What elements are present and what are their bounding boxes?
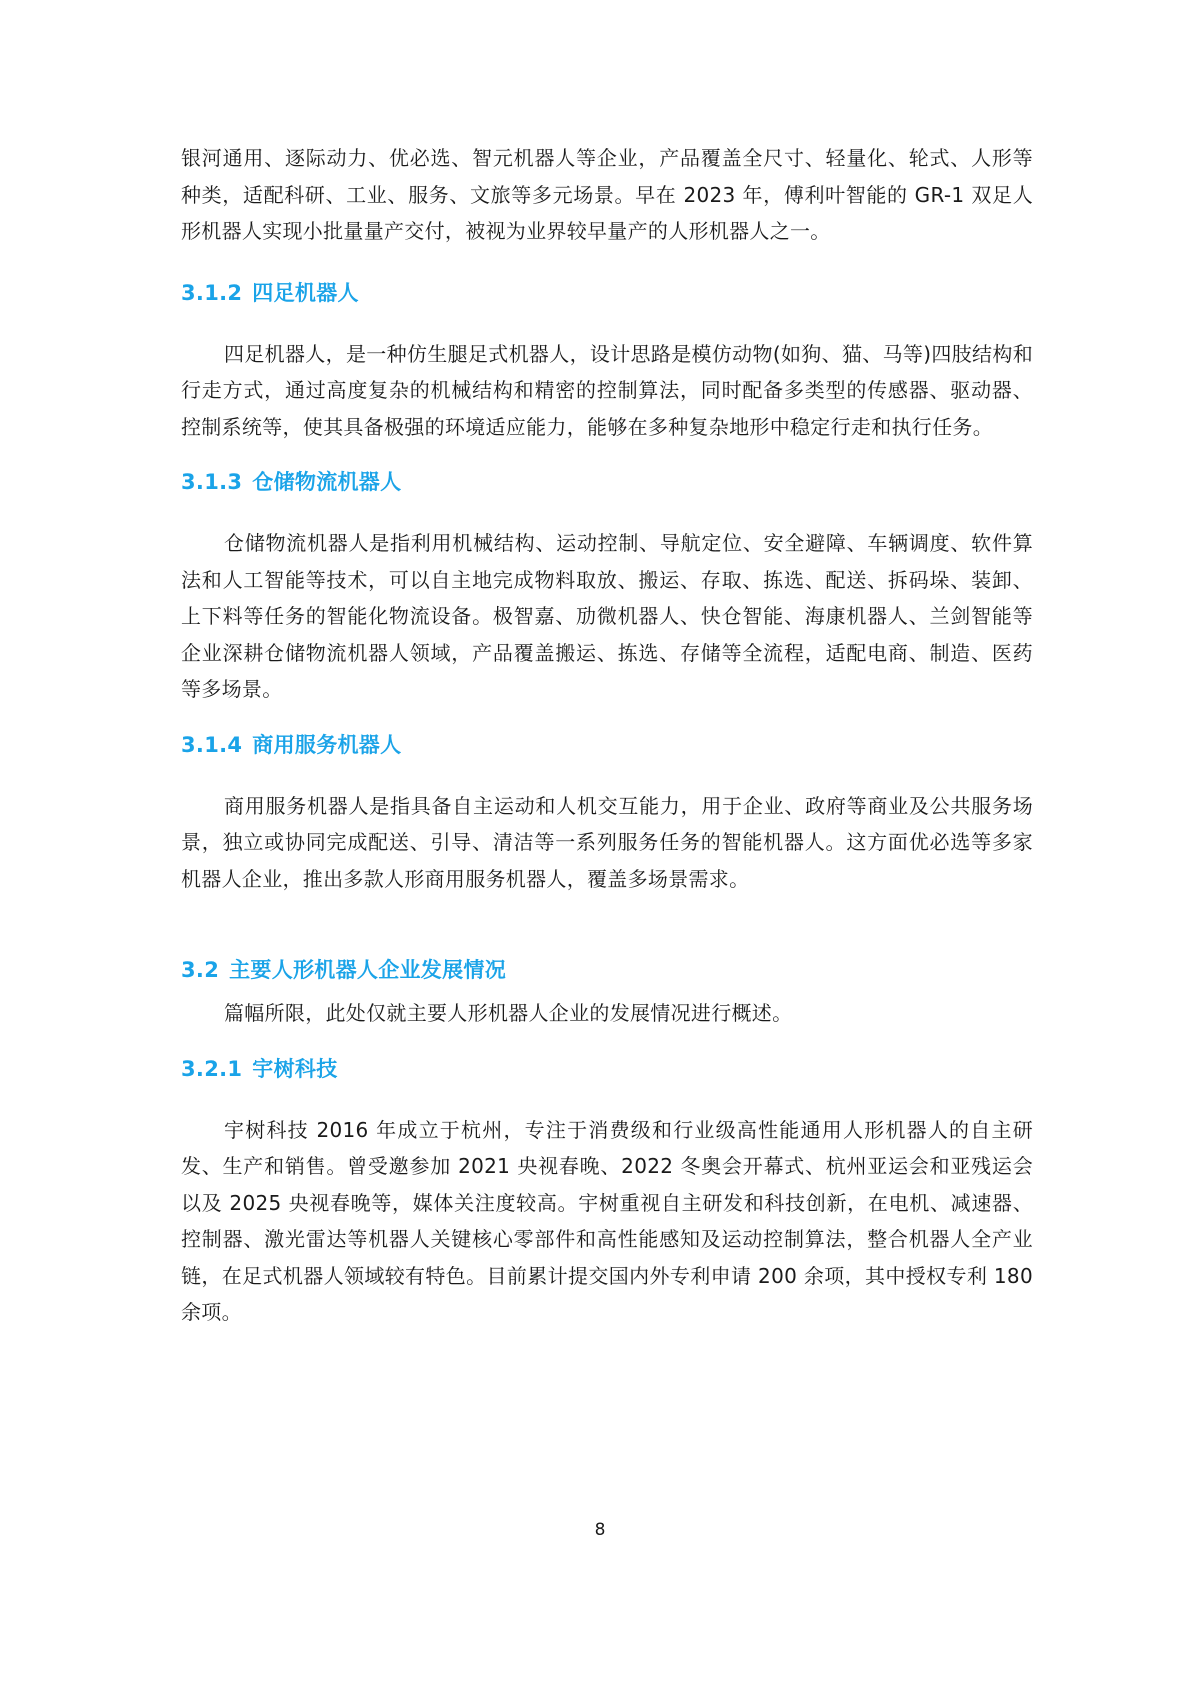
section-paragraph-3-1-4: 商用服务机器人是指具备自主运动和人机交互能力，用于企业、政府等商业及公共服务场景，独立或协同完成配送、引导、清洁等一系列服务任务的智能机器人。这方面优必选等多家机器人企业，推出多款人形商用服务机器人，覆盖多场景需求。 [181,793,1033,891]
section-number: 3.1.2 [181,280,243,305]
page-content [181,140,1033,1331]
continuation-paragraph: 银河通用、逐际动力、优必选、智元机器人等企业，产品覆盖全尺寸、轻量化、轮式、人形等种类，适配科研、工业、服务、文旅等多元场景。早在 2023 年，傅利叶智能的 GR-1 双足人形机器人实现小批量量产交付，被视为业界较早量产的人形机器人之一。 [181,146,1033,243]
section-number: 3.1.4 [181,732,243,757]
section-title: 主要人形机器人企业发展情况 [229,958,507,982]
section-title: 宇树科技 [252,1056,338,1081]
section-title: 商用服务机器人 [252,732,402,757]
section-title: 仓储物流机器人 [252,470,402,494]
section-number: 3.2.1 [181,1056,243,1081]
section-paragraph-3-2-1: 宇树科技 2016 年成立于杭州，专注于消费级和行业级高性能通用人形机器人的自主研发、生产和销售。曾受邀参加 2021 央视春晚、2022 冬奥会开幕式、杭州亚运会和亚残运会以及 2025 央视春晚等，媒体关注度较高。宇树重视自主研发和科技创新，在电机、减速器、控制器、激光雷达等机器人关键核心零部件和高性能感知及运动控制算法，整合机器人全产业链，在足式机器人领域较有特色。目前累计提交国内外专利申请 200 余项，其中授权专利 180 余项。 [181,1117,1033,1324]
page-number: 8 [594,1520,606,1540]
section-heading-3-1-4 [181,730,1033,760]
section-paragraph-3-1-2: 四足机器人，是一种仿生腿足式机器人，设计思路是模仿动物(如狗、猫、马等)四肢结构和行走方式，通过高度复杂的机械结构和精密的控制算法，同时配备多类型的传感器、驱动器、控制系统等，使其具备极强的环境适应能力，能够在多种复杂地形中稳定行走和执行任务。 [181,341,1033,439]
section-title: 四足机器人 [252,280,359,305]
section-heading-3-1-3 [181,467,1033,497]
section-heading-3-1-2 [181,278,1033,308]
section-heading-3-2-1 [181,1054,1033,1084]
section-number: 3.2 [181,958,220,982]
section-paragraph-3-1-3: 仓储物流机器人是指利用机械结构、运动控制、导航定位、安全避障、车辆调度、软件算法和人工智能等技术，可以自主地完成物料取放、搬运、存取、拣选、配送、拆码垛、装卸、上下料等任务的智能化物流设备。极智嘉、劢微机器人、快仓智能、海康机器人、兰剑智能等企业深耕仓储物流机器人领域，产品覆盖搬运、拣选、存储等全流程，适配电商、制造、医药等多场景。 [181,531,1033,701]
section-intro-3-2: 篇幅所限，此处仅就主要人形机器人企业的发展情况进行概述。 [224,1001,793,1025]
section-heading-3-2 [181,955,1033,985]
section-number: 3.1.3 [181,470,243,494]
